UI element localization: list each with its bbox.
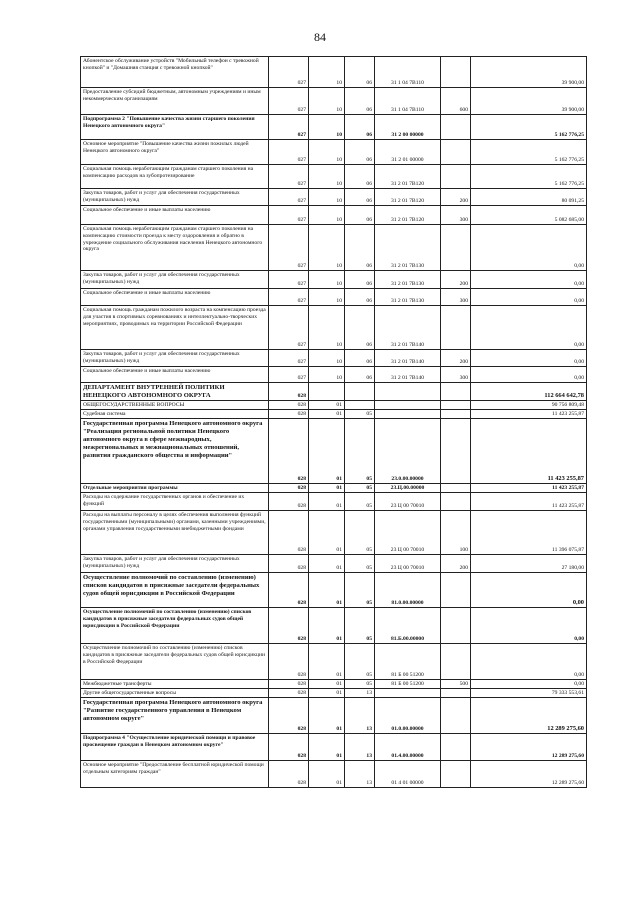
row-code: 028 bbox=[269, 734, 309, 761]
row-code: 028 bbox=[269, 410, 309, 419]
row-name: Расходы на содержание государственных органов и обеспечение их функций bbox=[81, 493, 269, 511]
table-row bbox=[81, 289, 587, 306]
row-code: 028 bbox=[269, 511, 309, 555]
row-subsection: 06 bbox=[345, 57, 375, 88]
row-code: 027 bbox=[269, 88, 309, 115]
row-subsection: 13 bbox=[345, 761, 375, 788]
row-code: 028 bbox=[269, 644, 309, 680]
row-target-article: 31 2 01 7В130 bbox=[375, 225, 441, 271]
row-subsection: 06 bbox=[345, 189, 375, 206]
row-name: Социальная помощь неработающим гражданам старшего поколения на компенсацию стоимости проезда к месту оздоровления и обратно в учреждение социального обслуживания населения Ненецкого автономного округа bbox=[81, 225, 269, 271]
row-code: 027 bbox=[269, 165, 309, 189]
row-section: 10 bbox=[309, 225, 345, 271]
row-expense-type bbox=[441, 165, 471, 189]
row-amount: 12 289 275,60 bbox=[471, 734, 587, 761]
row-expense-type: 200 bbox=[441, 350, 471, 367]
row-target-article: 31 2 01 7В120 bbox=[375, 165, 441, 189]
table-row bbox=[81, 761, 587, 788]
row-target-article: 31 2 01 7В140 bbox=[375, 367, 441, 383]
table-row bbox=[81, 165, 587, 189]
row-section: 01 bbox=[309, 761, 345, 788]
row-code: 028 bbox=[269, 573, 309, 608]
row-section: 10 bbox=[309, 367, 345, 383]
table-row bbox=[81, 306, 587, 350]
row-expense-type bbox=[441, 573, 471, 608]
row-amount: 79 333 553,61 bbox=[471, 689, 587, 698]
row-name: Социальная помощь гражданам пожилого возраста на компенсацию проезда для участия в спортивных соревнованиях и интеллектуально-творческих мероприятиях, проводимых на территории Российской Федерации bbox=[81, 306, 269, 350]
row-section: 10 bbox=[309, 140, 345, 165]
row-subsection: 05 bbox=[345, 608, 375, 644]
row-name: Государственная программа Ненецкого автономного округа "Развитие государственного управления в Ненецком автономном округе" bbox=[81, 698, 269, 734]
table-row bbox=[81, 140, 587, 165]
row-name: Закупка товаров, работ и услуг для обеспечения государственных (муниципальных) нужд bbox=[81, 350, 269, 367]
row-name: Расходы на выплаты персоналу в целях обеспечения выполнения функций государственными (муниципальными) органами, казенными учреждениями, органами управления государственными внебюджетными фондами bbox=[81, 511, 269, 555]
page-number: 84 bbox=[314, 30, 326, 44]
row-name: Подпрограмма 4 "Осуществление юридической помощи и правовое просвещение граждан в Ненецком автономном округе" bbox=[81, 734, 269, 761]
row-expense-type bbox=[441, 401, 471, 410]
row-section: 10 bbox=[309, 289, 345, 306]
table-row bbox=[81, 271, 587, 289]
row-name: Предоставление субсидий бюджетным, автономным учреждениям и иным некоммерческим организациям bbox=[81, 88, 269, 115]
row-expense-type: 200 bbox=[441, 189, 471, 206]
row-subsection: 05 bbox=[345, 484, 375, 493]
row-name: Осуществление полномочий по составлению (изменению) списков кандидатов в присяжные заседатели федеральных судов общей юрисдикции в Российской Федерации bbox=[81, 644, 269, 680]
row-expense-type: 500 bbox=[441, 680, 471, 689]
row-name: Абонентское обслуживание устройств "Мобильный телефон с тревожной кнопкой" и "Домашняя станция с тревожной кнопкой" bbox=[81, 57, 269, 88]
row-code: 028 bbox=[269, 555, 309, 573]
row-target-article: 23.0.00.00000 bbox=[375, 419, 441, 484]
row-section: 01 bbox=[309, 555, 345, 573]
row-name: Закупка товаров, работ и услуг для обеспечения государственных (муниципальных) нужд bbox=[81, 271, 269, 289]
row-subsection: 05 bbox=[345, 555, 375, 573]
row-target-article: 31 2 01 7В140 bbox=[375, 350, 441, 367]
row-code: 027 bbox=[269, 115, 309, 140]
row-target-article: 01.4.00.00000 bbox=[375, 734, 441, 761]
row-target-article: 31 1 04 7В110 bbox=[375, 57, 441, 88]
row-section: 01 bbox=[309, 644, 345, 680]
row-code: 028 bbox=[269, 419, 309, 484]
row-section: 01 bbox=[309, 608, 345, 644]
budget-table bbox=[80, 56, 587, 788]
row-code: 027 bbox=[269, 140, 309, 165]
row-target-article: 81.0.00.00000 bbox=[375, 573, 441, 608]
row-section: 10 bbox=[309, 350, 345, 367]
row-amount: 11 423 255,87 bbox=[471, 493, 587, 511]
row-amount: 90 756 809,48 bbox=[471, 401, 587, 410]
row-amount: 12 289 275,60 bbox=[471, 698, 587, 734]
row-section: 01 bbox=[309, 680, 345, 689]
table-row bbox=[81, 419, 587, 484]
row-code: 028 bbox=[269, 680, 309, 689]
row-expense-type bbox=[441, 225, 471, 271]
row-code: 027 bbox=[269, 189, 309, 206]
row-target-article: 01 4 01 00000 bbox=[375, 761, 441, 788]
row-target-article: 31 1 04 7В110 bbox=[375, 88, 441, 115]
row-expense-type bbox=[441, 140, 471, 165]
row-amount: 39 900,00 bbox=[471, 88, 587, 115]
row-section: 10 bbox=[309, 88, 345, 115]
row-section: 01 bbox=[309, 734, 345, 761]
row-subsection: 06 bbox=[345, 271, 375, 289]
row-subsection: 05 bbox=[345, 680, 375, 689]
row-amount: 0,00 bbox=[471, 573, 587, 608]
row-name: ОБЩЕГОСУДАРСТВЕННЫЕ ВОПРОСЫ bbox=[81, 401, 269, 410]
row-expense-type: 300 bbox=[441, 367, 471, 383]
row-subsection bbox=[345, 383, 375, 401]
row-code: 028 bbox=[269, 484, 309, 493]
row-expense-type bbox=[441, 57, 471, 88]
row-name: Отдельные мероприятия программы bbox=[81, 484, 269, 493]
row-code: 028 bbox=[269, 689, 309, 698]
table-row bbox=[81, 555, 587, 573]
row-code: 027 bbox=[269, 271, 309, 289]
row-section: 10 bbox=[309, 165, 345, 189]
row-target-article: 81 Б 00 51200 bbox=[375, 680, 441, 689]
row-subsection: 06 bbox=[345, 115, 375, 140]
row-expense-type bbox=[441, 484, 471, 493]
table-row bbox=[81, 189, 587, 206]
row-name: Осуществление полномочий по составлению (изменению) списков кандидатов в присяжные заседатели федеральных судов общей юрисдикции в Российской Федерации bbox=[81, 608, 269, 644]
row-expense-type bbox=[441, 644, 471, 680]
row-target-article: 31 2 01 7В120 bbox=[375, 206, 441, 225]
row-target-article bbox=[375, 383, 441, 401]
row-section: 01 bbox=[309, 698, 345, 734]
table-row bbox=[81, 698, 587, 734]
row-expense-type bbox=[441, 698, 471, 734]
row-expense-type bbox=[441, 419, 471, 484]
row-expense-type bbox=[441, 493, 471, 511]
row-section: 10 bbox=[309, 57, 345, 88]
row-expense-type: 600 bbox=[441, 88, 471, 115]
row-target-article bbox=[375, 410, 441, 419]
row-code: 027 bbox=[269, 350, 309, 367]
row-name: Подпрограмма 2 "Повышение качества жизни старшего поколения Ненецкого автономного округа" bbox=[81, 115, 269, 140]
row-expense-type: 300 bbox=[441, 289, 471, 306]
table-row bbox=[81, 573, 587, 608]
row-name: Основное мероприятие "Предоставление бесплатной юридической помощи отдельным категориям граждан" bbox=[81, 761, 269, 788]
table-row bbox=[81, 644, 587, 680]
row-section: 01 bbox=[309, 401, 345, 410]
row-code: 028 bbox=[269, 383, 309, 401]
row-subsection: 06 bbox=[345, 165, 375, 189]
row-name: Закупка товаров, работ и услуг для обеспечения государственных (муниципальных) нужд bbox=[81, 555, 269, 573]
row-section: 10 bbox=[309, 306, 345, 350]
row-name: ДЕПАРТАМЕНТ ВНУТРЕННЕЙ ПОЛИТИКИ НЕНЕЦКОГО АВТОНОМНОГО ОКРУГА bbox=[81, 383, 269, 401]
row-amount: 0,00 bbox=[471, 289, 587, 306]
row-name: Судебная система bbox=[81, 410, 269, 419]
row-section bbox=[309, 383, 345, 401]
row-section: 01 bbox=[309, 511, 345, 555]
row-amount: 11 423 255,87 bbox=[471, 419, 587, 484]
table-row bbox=[81, 401, 587, 410]
table-row bbox=[81, 57, 587, 88]
row-target-article bbox=[375, 401, 441, 410]
table-row bbox=[81, 410, 587, 419]
table-row bbox=[81, 206, 587, 225]
row-name: Другие общегосударственные вопросы bbox=[81, 689, 269, 698]
row-name: Межбюджетные трансферты bbox=[81, 680, 269, 689]
row-amount: 12 289 275,60 bbox=[471, 761, 587, 788]
row-target-article: 81.Б.00.00000 bbox=[375, 608, 441, 644]
row-amount: 11 396 075,87 bbox=[471, 511, 587, 555]
row-amount: 0,00 bbox=[471, 608, 587, 644]
row-amount: 0,00 bbox=[471, 680, 587, 689]
row-target-article: 31 2 00 00000 bbox=[375, 115, 441, 140]
row-code: 028 bbox=[269, 493, 309, 511]
row-name: Закупка товаров, работ и услуг для обеспечения государственных (муниципальных) нужд bbox=[81, 189, 269, 206]
row-code: 028 bbox=[269, 401, 309, 410]
row-amount: 39 900,00 bbox=[471, 57, 587, 88]
row-subsection: 06 bbox=[345, 88, 375, 115]
row-amount: 5 162 776,25 bbox=[471, 165, 587, 189]
row-target-article: 23 Ц 00 70010 bbox=[375, 511, 441, 555]
row-amount: 0,00 bbox=[471, 306, 587, 350]
row-expense-type: 200 bbox=[441, 271, 471, 289]
row-expense-type: 100 bbox=[441, 511, 471, 555]
row-subsection: 13 bbox=[345, 689, 375, 698]
row-expense-type bbox=[441, 734, 471, 761]
row-code: 028 bbox=[269, 698, 309, 734]
row-section: 01 bbox=[309, 689, 345, 698]
row-subsection bbox=[345, 401, 375, 410]
row-subsection: 05 bbox=[345, 511, 375, 555]
row-name: Основное мероприятие "Повышение качества жизни пожилых людей Ненецкого автономного округа" bbox=[81, 140, 269, 165]
row-section: 10 bbox=[309, 189, 345, 206]
row-amount: 0,00 bbox=[471, 367, 587, 383]
row-section: 01 bbox=[309, 573, 345, 608]
row-target-article: 31 2 01 7В130 bbox=[375, 271, 441, 289]
row-target-article: 81 Б 00 51200 bbox=[375, 644, 441, 680]
row-target-article: 23 Ц 00 70010 bbox=[375, 555, 441, 573]
table-row bbox=[81, 383, 587, 401]
row-target-article: 31 2 01 7В130 bbox=[375, 289, 441, 306]
row-section: 10 bbox=[309, 206, 345, 225]
row-expense-type bbox=[441, 689, 471, 698]
row-name: Социальное обеспечение и иные выплаты населению bbox=[81, 206, 269, 225]
row-expense-type bbox=[441, 383, 471, 401]
row-amount: 27 180,00 bbox=[471, 555, 587, 573]
row-subsection: 06 bbox=[345, 225, 375, 271]
row-name: Осуществление полномочий по составлению (изменению) списков кандидатов в присяжные заседатели федеральных судов общей юрисдикции в Российской Федерации bbox=[81, 573, 269, 608]
row-expense-type bbox=[441, 608, 471, 644]
table-row bbox=[81, 115, 587, 140]
row-subsection: 06 bbox=[345, 206, 375, 225]
row-amount: 0,00 bbox=[471, 350, 587, 367]
row-subsection: 06 bbox=[345, 289, 375, 306]
row-section: 01 bbox=[309, 419, 345, 484]
row-expense-type bbox=[441, 115, 471, 140]
row-target-article: 31 2 01 7В140 bbox=[375, 306, 441, 350]
row-target-article bbox=[375, 689, 441, 698]
row-target-article: 31 2 01 00000 bbox=[375, 140, 441, 165]
row-subsection: 05 bbox=[345, 644, 375, 680]
row-code: 027 bbox=[269, 367, 309, 383]
row-subsection: 13 bbox=[345, 698, 375, 734]
row-name: Социальное обеспечение и иные выплаты населению bbox=[81, 289, 269, 306]
row-section: 10 bbox=[309, 115, 345, 140]
row-amount: 112 664 642,78 bbox=[471, 383, 587, 401]
row-subsection: 05 bbox=[345, 410, 375, 419]
row-amount: 0,00 bbox=[471, 644, 587, 680]
table-row bbox=[81, 734, 587, 761]
row-target-article: 01.0.00.00000 bbox=[375, 698, 441, 734]
row-amount: 0,00 bbox=[471, 271, 587, 289]
row-target-article: 23 Ц 00 70010 bbox=[375, 493, 441, 511]
row-name: Социальное обеспечение и иные выплаты населению bbox=[81, 367, 269, 383]
row-target-article: 23.Ц.00.00000 bbox=[375, 484, 441, 493]
row-section: 01 bbox=[309, 410, 345, 419]
row-expense-type bbox=[441, 761, 471, 788]
row-expense-type bbox=[441, 410, 471, 419]
row-amount: 11 423 255,87 bbox=[471, 484, 587, 493]
row-code: 028 bbox=[269, 608, 309, 644]
table-row bbox=[81, 350, 587, 367]
row-subsection: 06 bbox=[345, 140, 375, 165]
row-code: 027 bbox=[269, 289, 309, 306]
row-section: 01 bbox=[309, 493, 345, 511]
row-target-article: 31 2 01 7В120 bbox=[375, 189, 441, 206]
row-subsection: 13 bbox=[345, 734, 375, 761]
table-row bbox=[81, 484, 587, 493]
row-code: 027 bbox=[269, 225, 309, 271]
table-row bbox=[81, 493, 587, 511]
row-name: Государственная программа Ненецкого автономного округа "Реализация региональной политики Ненецкого автономного округа в сфере межнародных, межрегиональных и межнациональных отношений, развития гражданского общества и информации" bbox=[81, 419, 269, 484]
row-code: 027 bbox=[269, 57, 309, 88]
table-row bbox=[81, 511, 587, 555]
row-section: 10 bbox=[309, 271, 345, 289]
row-expense-type: 200 bbox=[441, 555, 471, 573]
row-expense-type: 300 bbox=[441, 206, 471, 225]
row-subsection: 06 bbox=[345, 367, 375, 383]
row-amount: 0,00 bbox=[471, 225, 587, 271]
table-row bbox=[81, 608, 587, 644]
row-amount: 11 423 255,87 bbox=[471, 410, 587, 419]
row-amount: 5 162 776,25 bbox=[471, 115, 587, 140]
row-expense-type bbox=[441, 306, 471, 350]
table-row bbox=[81, 689, 587, 698]
row-name: Социальная помощь неработающим гражданам старшего поколения на компенсацию расходов на зубопротезирование bbox=[81, 165, 269, 189]
row-subsection: 05 bbox=[345, 573, 375, 608]
table-row bbox=[81, 225, 587, 271]
table-row bbox=[81, 367, 587, 383]
row-amount: 5 162 776,25 bbox=[471, 140, 587, 165]
table-row bbox=[81, 88, 587, 115]
row-amount: 5 082 685,00 bbox=[471, 206, 587, 225]
row-code: 027 bbox=[269, 206, 309, 225]
row-code: 027 bbox=[269, 306, 309, 350]
row-section: 01 bbox=[309, 484, 345, 493]
table-row bbox=[81, 680, 587, 689]
row-amount: 80 091,25 bbox=[471, 189, 587, 206]
row-subsection: 06 bbox=[345, 350, 375, 367]
row-code: 028 bbox=[269, 761, 309, 788]
row-subsection: 05 bbox=[345, 419, 375, 484]
row-subsection: 05 bbox=[345, 493, 375, 511]
row-subsection: 06 bbox=[345, 306, 375, 350]
